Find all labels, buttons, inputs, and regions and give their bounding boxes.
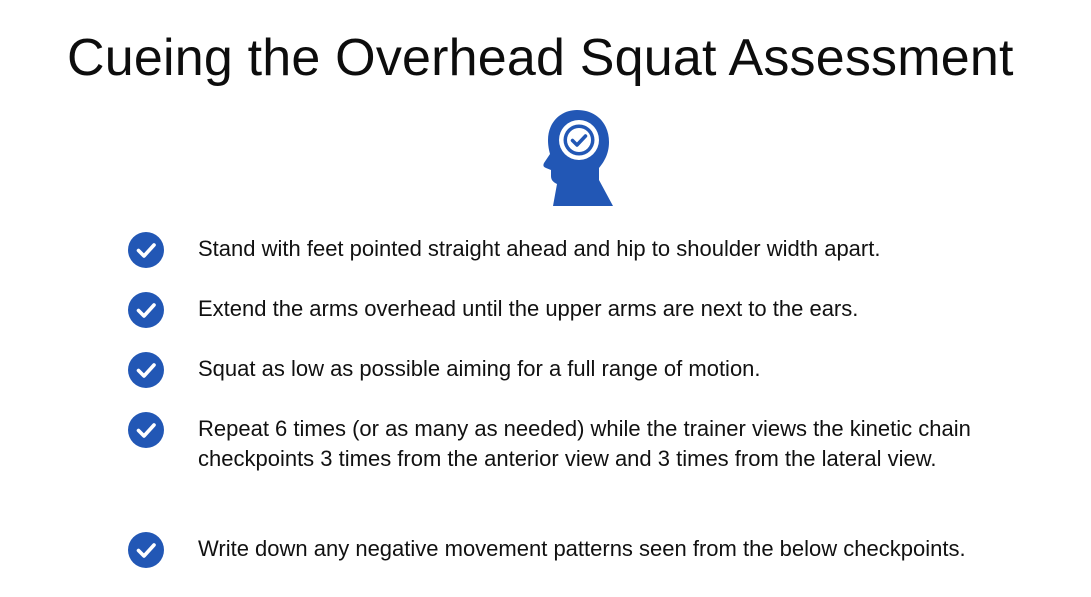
list-item-text: Squat as low as possible aiming for a full range of motion.: [198, 356, 761, 381]
list-item-text: Repeat 6 times (or as many as needed) while the trainer views the kinetic chain checkpoints 3 times from the anterior view and 3 times from the lateral view.: [198, 416, 971, 471]
list-item-text: Stand with feet pointed straight ahead and hip to shoulder width apart.: [198, 236, 881, 261]
checkmark-circle-icon: [128, 412, 164, 448]
checkmark-circle-icon: [128, 532, 164, 568]
head-with-checkmark-icon: [543, 110, 615, 206]
checkmark-circle-icon: [128, 232, 164, 268]
list-item-text: Write down any negative movement patterns seen from the below checkpoints.: [198, 536, 966, 561]
checkmark-circle-icon: [128, 352, 164, 388]
page-title: Cueing the Overhead Squat Assessment: [67, 29, 1014, 87]
list-item-text: Extend the arms overhead until the upper arms are next to the ears.: [198, 296, 859, 321]
checkmark-circle-icon: [128, 292, 164, 328]
